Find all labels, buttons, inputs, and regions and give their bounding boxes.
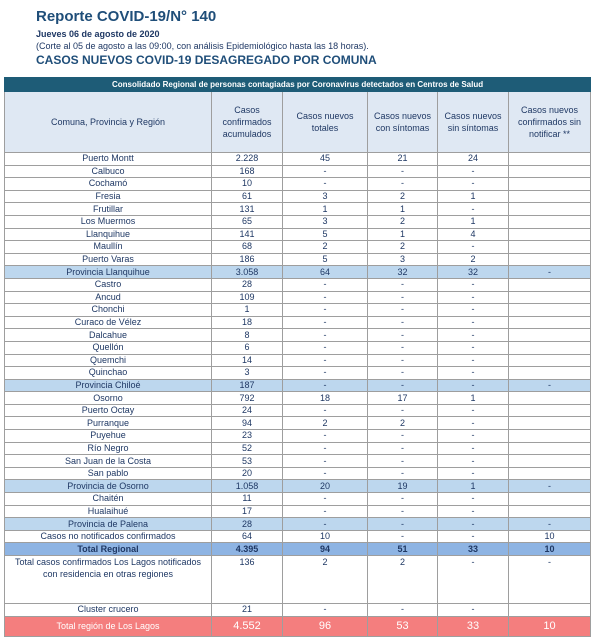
table-row xyxy=(5,253,591,266)
report-note: (Corte al 05 de agosto a las 09:00, con análisis Epidemiológico hasta las 18 horas). xyxy=(36,41,369,51)
table-cell: 24 xyxy=(212,404,283,417)
table-cell: - xyxy=(283,278,368,291)
table-cell: 10 xyxy=(509,530,591,543)
table-cell: - xyxy=(438,278,509,291)
row-label: Chaitén xyxy=(5,493,212,506)
row-label: Quellón xyxy=(5,341,212,354)
table-row xyxy=(5,341,591,354)
row-label: Fresia xyxy=(5,190,212,203)
table-cell: - xyxy=(368,329,438,342)
table-cell: 1 xyxy=(212,304,283,317)
table-row xyxy=(5,543,591,556)
table-row xyxy=(5,493,591,506)
row-label: Maullín xyxy=(5,241,212,254)
column-header: Casos nuevos totales xyxy=(283,92,368,153)
table-row xyxy=(5,203,591,216)
row-label: Puerto Montt xyxy=(5,153,212,166)
table-row xyxy=(5,165,591,178)
row-label: Río Negro xyxy=(5,442,212,455)
row-label: Total Regional xyxy=(5,543,212,556)
row-label: Osorno xyxy=(5,392,212,405)
table-cell: 1 xyxy=(438,190,509,203)
table-cell xyxy=(509,329,591,342)
row-label: San Juan de la Costa xyxy=(5,455,212,468)
table-row xyxy=(5,467,591,480)
table-cell: - xyxy=(283,604,368,617)
table-cell: - xyxy=(283,467,368,480)
table-row xyxy=(5,455,591,468)
table-cell xyxy=(509,304,591,317)
table-cell: - xyxy=(438,178,509,191)
table-cell: 33 xyxy=(438,543,509,556)
cases-table xyxy=(4,77,591,637)
table-cell: 64 xyxy=(283,266,368,279)
table-cell xyxy=(509,228,591,241)
table-cell: - xyxy=(438,467,509,480)
table-cell xyxy=(509,215,591,228)
table-cell: - xyxy=(368,291,438,304)
table-cell: - xyxy=(438,367,509,380)
table-cell: - xyxy=(368,367,438,380)
table-cell: 14 xyxy=(212,354,283,367)
table-cell: 2.228 xyxy=(212,153,283,166)
table-cell: 24 xyxy=(438,153,509,166)
table-cell: - xyxy=(438,530,509,543)
table-row xyxy=(5,616,591,636)
report-header xyxy=(36,8,591,68)
table-cell: 68 xyxy=(212,241,283,254)
table-cell: 32 xyxy=(368,266,438,279)
table-cell: - xyxy=(438,329,509,342)
table-cell: - xyxy=(283,367,368,380)
row-label: Provincia de Osorno xyxy=(5,480,212,493)
table-cell: 23 xyxy=(212,430,283,443)
table-cell: - xyxy=(438,203,509,216)
table-row xyxy=(5,291,591,304)
row-label: Total casos confirmados Los Lagos notificados con residencia en otras regiones xyxy=(5,556,212,604)
row-label: Llanquihue xyxy=(5,228,212,241)
table-cell: - xyxy=(368,165,438,178)
table-row xyxy=(5,392,591,405)
table-cell: 17 xyxy=(368,392,438,405)
table-cell: - xyxy=(438,341,509,354)
table-cell xyxy=(509,153,591,166)
table-cell: 2 xyxy=(368,215,438,228)
row-label: Quinchao xyxy=(5,367,212,380)
table-cell: - xyxy=(368,442,438,455)
table-cell: 5 xyxy=(283,253,368,266)
table-cell: 4.395 xyxy=(212,543,283,556)
table-row xyxy=(5,367,591,380)
table-cell: - xyxy=(283,178,368,191)
table-cell: 1 xyxy=(368,203,438,216)
table-cell: 96 xyxy=(283,616,368,636)
column-header-row xyxy=(5,92,591,153)
table-cell: 10 xyxy=(509,616,591,636)
row-label: Provincia Chiloé xyxy=(5,379,212,392)
table-cell: - xyxy=(283,329,368,342)
table-cell xyxy=(509,505,591,518)
table-cell: 3 xyxy=(283,215,368,228)
table-cell: 18 xyxy=(212,316,283,329)
table-cell xyxy=(509,241,591,254)
table-cell: - xyxy=(438,430,509,443)
table-row xyxy=(5,153,591,166)
report-date: Jueves 06 de agosto de 2020 xyxy=(36,29,160,39)
table-row xyxy=(5,278,591,291)
row-label: Provincia Llanquihue xyxy=(5,266,212,279)
table-row xyxy=(5,228,591,241)
table-row xyxy=(5,480,591,493)
table-cell: - xyxy=(509,518,591,531)
table-cell: - xyxy=(368,518,438,531)
table-row xyxy=(5,304,591,317)
table-cell: 5 xyxy=(283,228,368,241)
table-cell xyxy=(509,367,591,380)
table-cell: - xyxy=(368,354,438,367)
table-cell: 10 xyxy=(212,178,283,191)
table-cell: 19 xyxy=(368,480,438,493)
table-cell: - xyxy=(438,455,509,468)
table-cell: 1.058 xyxy=(212,480,283,493)
table-cell: - xyxy=(368,467,438,480)
row-label: Total región de Los Lagos xyxy=(5,616,212,636)
table-cell: - xyxy=(368,430,438,443)
table-cell: 17 xyxy=(212,505,283,518)
table-cell: 792 xyxy=(212,392,283,405)
table-cell xyxy=(509,442,591,455)
table-cell xyxy=(509,165,591,178)
table-cell: - xyxy=(438,404,509,417)
table-cell xyxy=(509,316,591,329)
table-row xyxy=(5,556,591,604)
column-header: Casos nuevos con síntomas xyxy=(368,92,438,153)
table-cell: 136 xyxy=(212,556,283,604)
table-cell: 187 xyxy=(212,379,283,392)
row-label: Calbuco xyxy=(5,165,212,178)
table-cell: 21 xyxy=(212,604,283,617)
row-label: Chonchi xyxy=(5,304,212,317)
table-cell: 1 xyxy=(368,228,438,241)
table-cell: - xyxy=(368,379,438,392)
table-cell: 3 xyxy=(212,367,283,380)
table-cell: 20 xyxy=(212,467,283,480)
table-cell: - xyxy=(509,480,591,493)
table-cell xyxy=(509,430,591,443)
table-row xyxy=(5,505,591,518)
table-cell: 8 xyxy=(212,329,283,342)
table-cell: - xyxy=(438,291,509,304)
table-cell: - xyxy=(368,304,438,317)
table-row xyxy=(5,518,591,531)
table-cell: 61 xyxy=(212,190,283,203)
table-row xyxy=(5,266,591,279)
table-cell: - xyxy=(368,404,438,417)
column-header: Comuna, Provincia y Región xyxy=(5,92,212,153)
report-title: Reporte COVID-19/N° 140 xyxy=(36,8,217,25)
table-cell: - xyxy=(283,455,368,468)
table-cell: 4 xyxy=(438,228,509,241)
row-label: Cluster crucero xyxy=(5,604,212,617)
row-label: Casos no notificados confirmados xyxy=(5,530,212,543)
table-cell: - xyxy=(283,354,368,367)
table-cell xyxy=(509,278,591,291)
table-cell: 2 xyxy=(438,253,509,266)
table-cell xyxy=(509,392,591,405)
row-label: Quemchi xyxy=(5,354,212,367)
table-cell: 1 xyxy=(438,480,509,493)
table-cell: 2 xyxy=(368,241,438,254)
table-cell: 45 xyxy=(283,153,368,166)
table-cell: 10 xyxy=(509,543,591,556)
table-cell: 21 xyxy=(368,153,438,166)
table-cell: 94 xyxy=(283,543,368,556)
table-cell: - xyxy=(438,604,509,617)
table-cell: 18 xyxy=(283,392,368,405)
table-cell xyxy=(509,253,591,266)
table-cell: - xyxy=(509,556,591,604)
table-cell: 53 xyxy=(212,455,283,468)
row-label: Los Muermos xyxy=(5,215,212,228)
table-row xyxy=(5,215,591,228)
table-cell xyxy=(509,341,591,354)
table-cell: - xyxy=(438,304,509,317)
table-cell: 10 xyxy=(283,530,368,543)
table-cell: 109 xyxy=(212,291,283,304)
table-cell: - xyxy=(438,316,509,329)
table-cell xyxy=(509,604,591,617)
table-cell xyxy=(509,203,591,216)
table-cell: - xyxy=(283,404,368,417)
table-banner: Consolidado Regional de personas contagiadas por Coronavirus detectados en Centros de Salud xyxy=(5,78,591,92)
table-cell: 2 xyxy=(368,417,438,430)
table-row xyxy=(5,241,591,254)
table-cell: 131 xyxy=(212,203,283,216)
table-cell: 4.552 xyxy=(212,616,283,636)
table-cell: - xyxy=(283,430,368,443)
table-cell: - xyxy=(283,505,368,518)
table-cell: - xyxy=(368,493,438,506)
table-cell: 168 xyxy=(212,165,283,178)
table-cell: 1 xyxy=(438,392,509,405)
table-cell xyxy=(509,190,591,203)
table-cell: 64 xyxy=(212,530,283,543)
row-label: Ancud xyxy=(5,291,212,304)
table-cell: 1 xyxy=(438,215,509,228)
table-cell: 52 xyxy=(212,442,283,455)
table-cell xyxy=(509,493,591,506)
table-row xyxy=(5,442,591,455)
table-row xyxy=(5,404,591,417)
row-label: Purranque xyxy=(5,417,212,430)
table-cell: - xyxy=(438,493,509,506)
table-cell: - xyxy=(368,604,438,617)
table-cell: 141 xyxy=(212,228,283,241)
table-cell: 2 xyxy=(283,241,368,254)
table-cell: - xyxy=(283,291,368,304)
table-cell xyxy=(509,354,591,367)
table-row xyxy=(5,604,591,617)
table-cell: - xyxy=(438,505,509,518)
table-cell: - xyxy=(509,379,591,392)
table-cell: - xyxy=(438,241,509,254)
table-cell xyxy=(509,178,591,191)
table-cell: - xyxy=(283,304,368,317)
table-cell xyxy=(509,455,591,468)
table-cell xyxy=(509,291,591,304)
table-cell: - xyxy=(368,341,438,354)
column-header: Casos nuevos confirmados sin notificar ** xyxy=(509,92,591,153)
table-row xyxy=(5,530,591,543)
table-cell: - xyxy=(283,341,368,354)
table-cell: 1 xyxy=(283,203,368,216)
table-cell: - xyxy=(438,165,509,178)
table-cell: 65 xyxy=(212,215,283,228)
table-cell: - xyxy=(368,505,438,518)
table-cell: 2 xyxy=(283,417,368,430)
table-cell: - xyxy=(368,316,438,329)
table-cell: - xyxy=(438,518,509,531)
table-cell: - xyxy=(368,178,438,191)
row-label: Castro xyxy=(5,278,212,291)
table-cell: 3 xyxy=(368,253,438,266)
table-cell: - xyxy=(283,442,368,455)
table-cell: - xyxy=(438,556,509,604)
table-cell: 186 xyxy=(212,253,283,266)
table-cell: - xyxy=(438,379,509,392)
table-cell: 2 xyxy=(368,190,438,203)
row-label: Frutillar xyxy=(5,203,212,216)
table-cell xyxy=(509,417,591,430)
column-header: Casos nuevos sin síntomas xyxy=(438,92,509,153)
table-cell: - xyxy=(283,379,368,392)
table-cell: 33 xyxy=(438,616,509,636)
table-cell: - xyxy=(283,165,368,178)
table-cell: 6 xyxy=(212,341,283,354)
report-subtitle: CASOS NUEVOS COVID-19 DESAGREGADO POR COMUNA xyxy=(36,53,377,67)
table-cell: 53 xyxy=(368,616,438,636)
row-label: Puerto Octay xyxy=(5,404,212,417)
table-cell: 11 xyxy=(212,493,283,506)
table-cell: - xyxy=(283,518,368,531)
table-row xyxy=(5,354,591,367)
row-label: Provincia de Palena xyxy=(5,518,212,531)
table-cell: - xyxy=(368,278,438,291)
table-cell xyxy=(509,404,591,417)
table-cell: - xyxy=(368,455,438,468)
table-row xyxy=(5,178,591,191)
row-label: Dalcahue xyxy=(5,329,212,342)
table-cell: 51 xyxy=(368,543,438,556)
row-label: Cochamó xyxy=(5,178,212,191)
table-cell: 28 xyxy=(212,518,283,531)
column-header: Casos confirmados acumulados xyxy=(212,92,283,153)
table-cell: - xyxy=(283,493,368,506)
table-row xyxy=(5,417,591,430)
table-cell: 3.058 xyxy=(212,266,283,279)
table-cell: 94 xyxy=(212,417,283,430)
table-row xyxy=(5,329,591,342)
table-cell: - xyxy=(368,530,438,543)
table-row xyxy=(5,190,591,203)
table-cell: - xyxy=(438,417,509,430)
table-cell: 2 xyxy=(368,556,438,604)
row-label: Puerto Varas xyxy=(5,253,212,266)
row-label: Puyehue xyxy=(5,430,212,443)
table-row xyxy=(5,379,591,392)
row-label: Curaco de Vélez xyxy=(5,316,212,329)
table-cell: - xyxy=(438,354,509,367)
table-cell: 32 xyxy=(438,266,509,279)
table-cell: 20 xyxy=(283,480,368,493)
table-cell: 3 xyxy=(283,190,368,203)
table-cell: 2 xyxy=(283,556,368,604)
table-cell: - xyxy=(509,266,591,279)
table-cell: - xyxy=(438,442,509,455)
row-label: Hualaihué xyxy=(5,505,212,518)
table-cell: - xyxy=(283,316,368,329)
table-row xyxy=(5,316,591,329)
table-cell: 28 xyxy=(212,278,283,291)
table-cell xyxy=(509,467,591,480)
table-row xyxy=(5,430,591,443)
row-label: San pablo xyxy=(5,467,212,480)
